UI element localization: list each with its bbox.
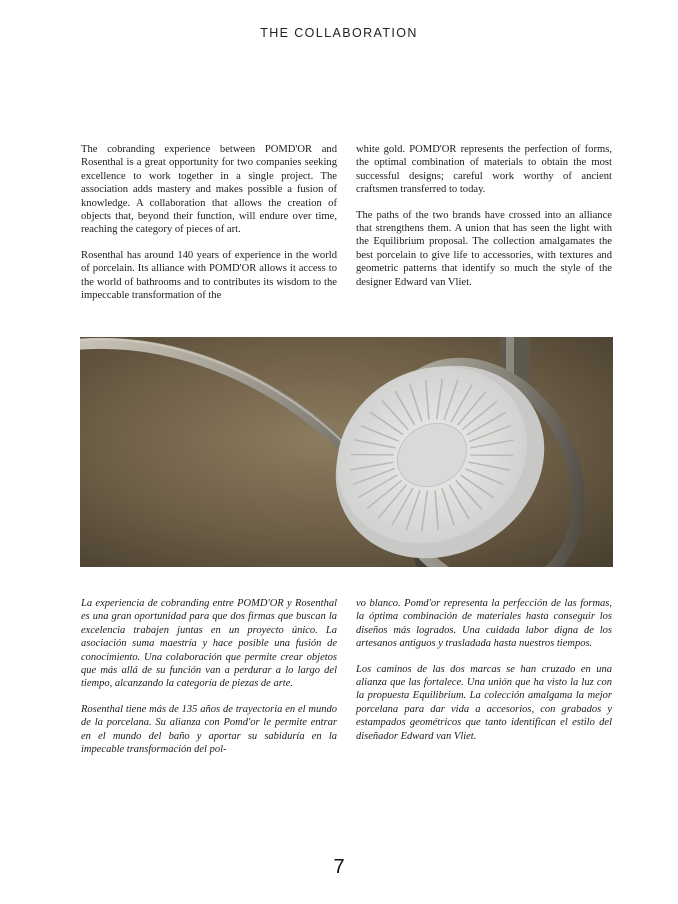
- section-title: THE COLLABORATION: [260, 26, 418, 40]
- spanish-paragraph: vo blanco. Pomd'or representa la perfección de las formas, la óptima combinación de materiales hasta conseguir los diseños más logrados. Una cuidada labor digna de los artesanos antiguos y trasladada hasta nuestros tiempos.: [356, 598, 612, 650]
- english-text-left-column: [81, 143, 337, 314]
- spanish-text-left-column: [81, 597, 337, 768]
- product-photo: [80, 337, 613, 567]
- english-paragraph: Rosenthal has around 140 years of experience in the world of porcelain. Its alliance with POMD'OR allows it access to the world of bathrooms and to contributes its wisdom to the impeccable transformation of the: [81, 249, 337, 302]
- english-paragraph: The paths of the two brands have crossed into an alliance that strengthens them. A union that has seen the light with the Equilibrium proposal. The collection amalgamates the best porcelain to give life to accessories, with textures and geometric patterns that identify so much the style of the designer Edward van Vliet.: [356, 209, 612, 288]
- page-number: 7: [333, 856, 345, 878]
- english-paragraph: The cobranding experience between POMD'OR and Rosenthal is a great opportunity for two companies seeking excellence to work together in a single project. The association adds mastery and makes possible a fusion of knowledge. A collaboration that allows the creation of objects that, beyond their function, will endure over time, reaching the category of pieces of art.: [81, 144, 337, 236]
- spanish-paragraph: Rosenthal tiene más de 135 años de trayectoria en el mundo de la porcelana. Su alianza con Pomd'or le permite entrar en el mundo del baño y aportar su sabiduría en la impecable transformación del pol-: [81, 703, 337, 756]
- english-paragraph: white gold. POMD'OR represents the perfection of forms, the optimal combination of materials to obtain the most successful designs; careful work worthy of ancient craftsmen transferred to today.: [356, 144, 612, 196]
- spanish-paragraph: Los caminos de las dos marcas se han cruzado en una alianza que las fortalece. Una unión que ha visto la luz con la propuesta Equilibrium. La colección amalgama la mejor porcelana para dar vida a accesorios, con grabados y estampados geométricos que tanto identifican el estilo del diseñador Edward van Vliet.: [356, 663, 612, 742]
- spanish-text-right-column: [356, 597, 612, 755]
- spanish-paragraph: La experiencia de cobranding entre POMD'OR y Rosenthal es una gran oportunidad para que dos firmas que buscan la excelencia trabajen juntas en un proyecto único. La asociación suma maestría y hace posible una fusión de conocimiento. Una colaboración que permite crear objetos que más allá de su función van a perdurar a lo largo del tiempo, alcanzando la categoría de piezas de arte.: [81, 598, 337, 690]
- english-text-right-column: [356, 143, 612, 301]
